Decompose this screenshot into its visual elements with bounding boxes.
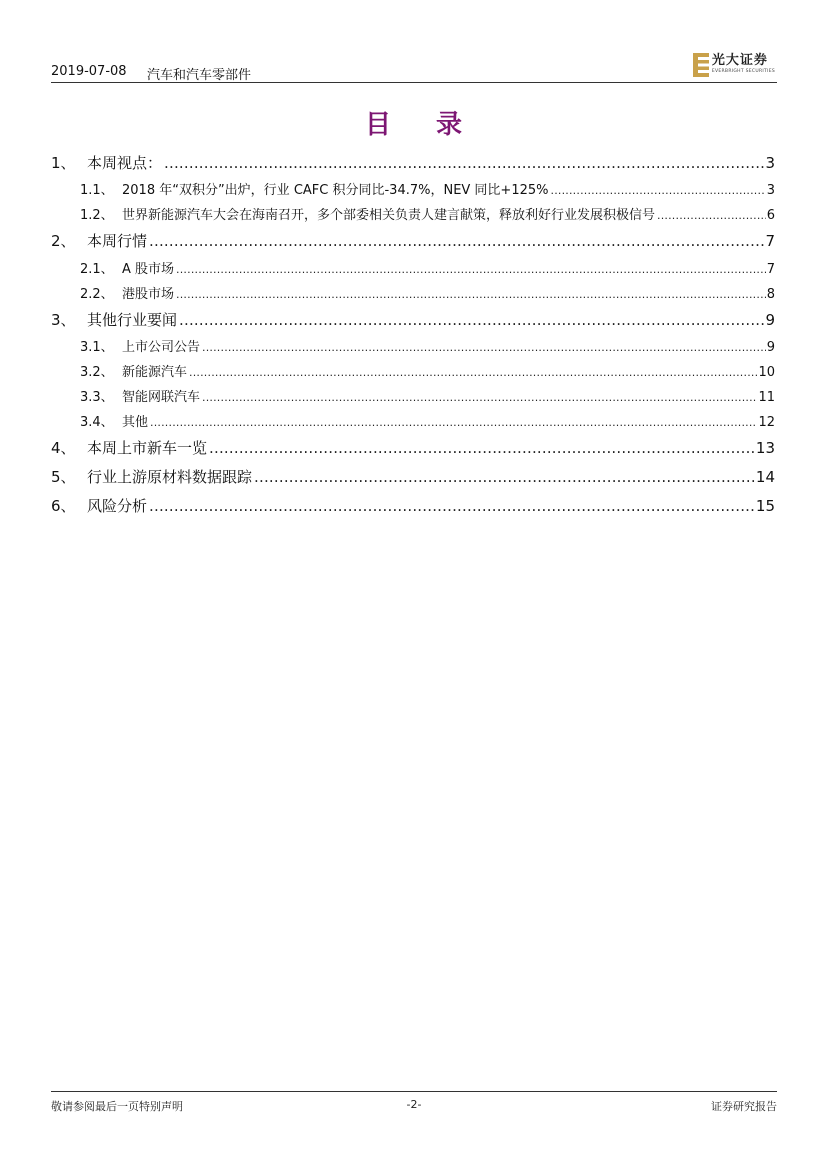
logo-chinese-name: 光大证券 [711,53,768,68]
toc-entry-label: 2018 年“双积分”出炉，行业 CAFC 积分同比-34.7%，NEV 同比+125% [122,183,549,198]
toc-entry-label: A 股市场 [122,262,175,277]
toc-entry-1-2[interactable] [80,204,775,223]
toc-entry-number: 3.3、 [80,390,114,405]
toc-entry-page: 8 [766,287,775,302]
toc-entry-page: 7 [766,262,775,277]
toc-entry-number: 2.2、 [80,287,114,302]
toc-entry-2[interactable] [51,230,775,251]
dot-leader [150,415,757,430]
toc-entry-page: 9 [765,311,775,329]
dot-leader [176,287,766,302]
toc-entry-4[interactable] [51,437,775,458]
toc-entry-label: 智能网联汽车 [122,390,201,405]
toc-entry-1[interactable] [51,152,775,173]
sector-name: 汽车和汽车零部件 [147,68,252,83]
toc-entry-2-1[interactable] [80,258,775,277]
dot-leader [189,365,757,380]
toc-entry-label: 风险分析 [87,497,148,515]
toc-entry-page: 9 [766,340,775,355]
toc-entry-number: 3、 [51,311,76,329]
toc-entry-label: 行业上游原材料数据跟踪 [87,468,253,486]
toc-entry-label: 新能源汽车 [122,365,188,380]
dot-leader [149,232,764,250]
toc-entry-2-2[interactable] [80,283,775,302]
header-divider [51,82,777,83]
toc-entry-number: 4、 [51,439,76,457]
toc-entry-page: 3 [766,183,775,198]
dot-leader [179,311,764,329]
report-type: 证券研究报告 [711,1100,777,1113]
toc-entry-page: 7 [765,232,775,250]
logo-english-name: EVERBRIGHT SECURITIES [711,69,775,74]
dot-leader [202,340,766,355]
toc-entry-page: 10 [758,365,775,380]
toc-entry-3-3[interactable] [80,386,775,405]
footer-divider [51,1091,777,1092]
toc-entry-page: 13 [755,439,775,457]
toc-entry-number: 1.1、 [80,183,114,198]
dot-leader [209,439,755,457]
toc-entry-label: 本周行情 [87,232,148,250]
toc-entry-3-1[interactable] [80,336,775,355]
toc-entry-number: 1、 [51,154,76,172]
dot-leader [202,390,757,405]
dot-leader [657,208,766,223]
everbright-logo-icon [693,53,709,77]
dot-leader [254,468,755,486]
toc-entry-3-4[interactable] [80,411,775,430]
toc-entry-3-2[interactable] [80,361,775,380]
toc-entry-number: 6、 [51,497,76,515]
toc-entry-3[interactable] [51,309,775,330]
toc-entry-1-1[interactable] [80,179,775,198]
toc-entry-page: 3 [765,154,775,172]
page-footer [51,1098,777,1116]
report-date: 2019-07-08 [51,64,127,79]
toc-entry-label: 本周上市新车一览 [87,439,208,457]
dot-leader [164,154,764,172]
toc-entry-page: 11 [758,390,775,405]
page-header [51,50,777,82]
toc-entry-label: 上市公司公告 [122,340,201,355]
disclaimer-note: 敬请参阅最后一页特别声明 [51,1100,183,1113]
toc-entry-number: 1.2、 [80,208,114,223]
company-logo [693,53,775,81]
toc-entry-label: 本周视点： [87,154,163,172]
toc-entry-label: 其他行业要闻 [87,311,178,329]
toc-entry-number: 2.1、 [80,262,114,277]
toc-entry-label: 其他 [122,415,149,430]
dot-leader [149,497,755,515]
toc-entry-number: 5、 [51,468,76,486]
toc-entry-label: 港股市场 [122,287,175,302]
toc-entry-page: 12 [758,415,775,430]
toc-entry-page: 14 [755,468,775,486]
toc-entry-label: 世界新能源汽车大会在海南召开，多个部委相关负责人建言献策，释放利好行业发展积极信号 [122,208,656,223]
dot-leader [551,183,766,198]
toc-entry-number: 3.4、 [80,415,114,430]
dot-leader [176,262,766,277]
toc-entry-number: 2、 [51,232,76,250]
toc-entry-number: 3.2、 [80,365,114,380]
toc-entry-6[interactable] [51,495,775,516]
toc-entry-number: 3.1、 [80,340,114,355]
toc-entry-5[interactable] [51,466,775,487]
toc-entry-page: 15 [755,497,775,515]
toc-entry-page: 6 [766,208,775,223]
toc-title: 目 录 [364,110,481,140]
page-number: -2- [406,1098,422,1111]
